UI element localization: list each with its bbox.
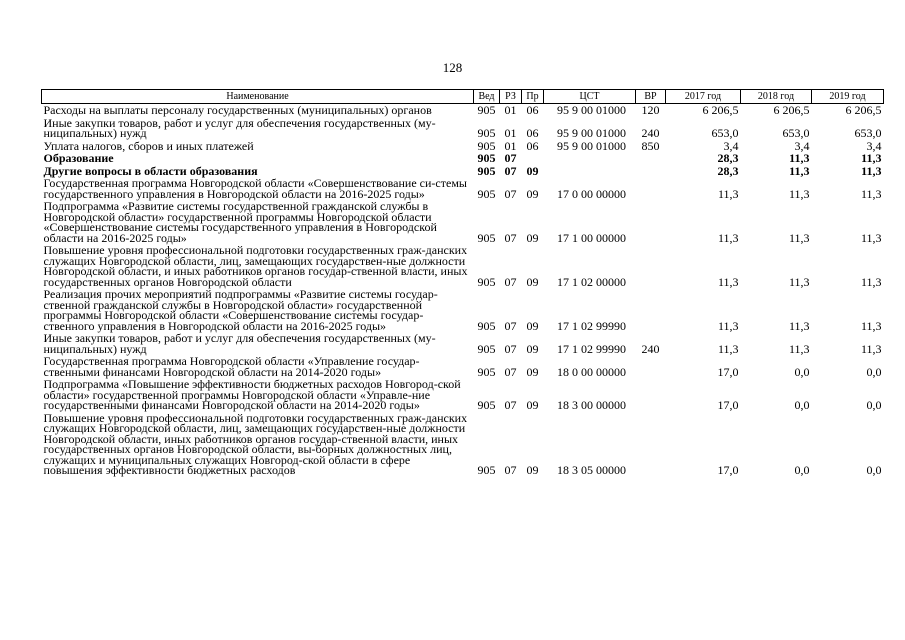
row-name: Государственная программа Новгородской области «Совершенствование си-стемы государственного управления в Новгородской области на 2016-2025 годы» (43, 176, 467, 201)
table-row (42, 140, 884, 153)
header-2017: 2017 год (666, 90, 741, 104)
row-ved: 905 (477, 138, 496, 153)
row-ved: 905 (477, 230, 496, 245)
row-2019: 6 206,5 (845, 103, 882, 117)
row-2017: 3,4 (723, 138, 739, 153)
row-pr: 06 (526, 126, 539, 140)
row-2019: 11,3 (860, 274, 882, 289)
row-rz: 07 (504, 463, 517, 477)
row-cst: 18 0 00 00000 (557, 364, 626, 379)
row-rz: 07 (504, 186, 517, 201)
header-vr: ВР (636, 90, 666, 104)
row-2018: 11,3 (788, 274, 810, 289)
row-ved: 905 (477, 151, 496, 165)
row-2018: 11,3 (789, 151, 810, 165)
row-2019: 11,3 (861, 163, 882, 178)
row-name: Повышение уровня профессиональной подготовки государственных граж-данских служащих Новгородской области, лиц, замещающих государствен-ные должности Новгородской области, и иных работников органов государ-ственной власти, иных государственных органов Новгородской области (43, 243, 468, 289)
row-name: Подпрограмма «Повышение эффективности бюджетных расходов Новгород-ской области» государственной программы Новгородской области «Управле-ние государственными финансами Новгородской области на 2014-2020 годы» (43, 377, 461, 412)
table-row (42, 104, 884, 117)
row-vr (636, 200, 666, 244)
row-cst (544, 165, 636, 178)
row-rz: 07 (504, 364, 517, 379)
header-pr: Пр (522, 90, 544, 104)
row-vr (636, 165, 666, 178)
header-ved: Вед (474, 90, 500, 104)
row-2018: 11,3 (788, 318, 810, 333)
row-vr: 240 (641, 341, 660, 356)
row-2019: 653,0 (854, 126, 882, 140)
row-rz: 07 (504, 398, 517, 412)
row-cst: 18 3 00 00000 (557, 398, 626, 412)
row-2017: 11,3 (717, 318, 739, 333)
row-vr (636, 378, 666, 412)
header-cst: ЦСТ (544, 90, 636, 104)
row-vr (636, 412, 666, 477)
table-row (42, 378, 884, 412)
row-cst: 18 3 05 00000 (557, 463, 626, 477)
row-2018: 0,0 (794, 364, 810, 379)
row-name: Реализация прочих мероприятий подпрограммы «Развитие системы государ-ственной гражданской службы в Новгородской области» государственной программы Новгородской области «Совершенствование системы государ-ственного управления в Новгородской области на 2016-2025 годы» (43, 287, 438, 333)
row-ved: 905 (477, 364, 496, 379)
row-ved: 905 (477, 126, 496, 140)
row-2019: 0,0 (866, 398, 882, 412)
row-vr: 850 (641, 138, 660, 153)
row-vr: 120 (641, 103, 660, 117)
row-vr (636, 288, 666, 332)
row-ved: 905 (477, 341, 496, 356)
table-row (42, 200, 884, 244)
row-pr: 09 (526, 230, 539, 245)
row-rz: 07 (504, 318, 517, 333)
header-name: Наименование (42, 90, 474, 104)
row-2019: 11,3 (860, 318, 882, 333)
row-vr (636, 244, 666, 288)
row-ved: 905 (477, 274, 496, 289)
row-2017: 28,3 (717, 163, 739, 178)
row-cst: 17 0 00 00000 (557, 186, 626, 201)
row-2018: 0,0 (794, 398, 810, 412)
row-pr: 09 (526, 364, 539, 379)
row-rz: 07 (504, 341, 517, 356)
table-row (42, 152, 884, 165)
row-pr: 09 (526, 163, 539, 178)
row-2018: 11,3 (788, 186, 810, 201)
row-ved: 905 (477, 318, 496, 333)
row-cst: 17 1 02 99990 (557, 318, 626, 333)
row-2019: 11,3 (860, 230, 882, 245)
row-2017: 6 206,5 (702, 103, 739, 117)
row-name: Расходы на выплаты персоналу государственных (муниципальных) органов (43, 103, 432, 117)
row-ved: 905 (477, 398, 496, 412)
row-ved: 905 (477, 463, 496, 477)
budget-table (41, 89, 884, 477)
row-2019: 0,0 (866, 364, 882, 379)
row-name: Повышение уровня профессиональной подготовки государственных граж-данских служащих Новгородской области, лиц, замещающих государствен-ные должности Новгородской области, иных работников органов государ-ственной власти, иных государственных органов Новгородской области, вы-борных должностных лиц, служащих и муниципальных служащих Новгород-ской области в сфере повышения эффективности бюджетных расходов (43, 410, 468, 477)
table-body (42, 104, 884, 477)
row-pr: 09 (526, 463, 539, 477)
row-2017: 11,3 (717, 341, 739, 356)
row-pr: 06 (526, 138, 539, 153)
row-2018: 6 206,5 (773, 103, 810, 117)
row-pr (522, 152, 544, 165)
row-pr: 09 (526, 341, 539, 356)
row-vr (636, 152, 666, 165)
row-pr: 09 (526, 186, 539, 201)
row-vr (636, 177, 666, 200)
table-row (42, 177, 884, 200)
row-ved: 905 (477, 103, 496, 117)
row-2017: 653,0 (711, 126, 739, 140)
table-row (42, 412, 884, 477)
row-2019: 11,3 (860, 341, 882, 356)
row-pr: 09 (526, 274, 539, 289)
table-row (42, 288, 884, 332)
row-2019: 3,4 (866, 138, 882, 153)
row-pr: 06 (526, 103, 539, 117)
row-name: Подпрограмма «Развитие системы государственной гражданской службы в Новгородской области» государственной программы Новгородской области «Совершенствование системы государственного управления в Новгородской области на 2016-2025 годы» (43, 199, 437, 245)
row-2017: 11,3 (717, 230, 739, 245)
table-row (42, 244, 884, 288)
row-ved: 905 (477, 186, 496, 201)
row-2019: 0,0 (866, 463, 882, 477)
row-rz: 01 (504, 138, 517, 153)
row-rz: 01 (504, 103, 517, 117)
row-cst: 17 1 00 00000 (557, 230, 626, 245)
row-name: Уплата налогов, сборов и иных платежей (43, 138, 254, 153)
table-row (42, 332, 884, 355)
row-vr: 240 (641, 126, 660, 140)
row-vr (636, 355, 666, 378)
row-2018: 11,3 (789, 163, 810, 178)
row-pr: 09 (526, 318, 539, 333)
row-2017: 28,3 (717, 151, 739, 165)
row-2019: 11,3 (861, 151, 882, 165)
row-name: Иные закупки товаров, работ и услуг для обеспечения государственных (му-ниципальных) нужд (43, 331, 436, 356)
row-2018: 0,0 (794, 463, 810, 477)
row-name: Другие вопросы в области образования (43, 163, 258, 178)
header-rz: РЗ (500, 90, 522, 104)
table-header (42, 90, 884, 104)
table-row (42, 355, 884, 378)
row-2018: 11,3 (788, 341, 810, 356)
row-2018: 653,0 (782, 126, 810, 140)
row-2018: 11,3 (788, 230, 810, 245)
row-2017: 17,0 (717, 398, 739, 412)
table-row (42, 117, 884, 140)
row-rz: 07 (504, 274, 517, 289)
row-cst (544, 152, 636, 165)
row-rz: 07 (504, 151, 517, 165)
row-cst: 95 9 00 01000 (557, 126, 626, 140)
row-2017: 17,0 (717, 463, 739, 477)
row-2018: 3,4 (794, 138, 810, 153)
row-name: Иные закупки товаров, работ и услуг для обеспечения государственных (му-ниципальных) нужд (43, 115, 436, 140)
header-2019: 2019 год (812, 90, 884, 104)
row-pr: 09 (526, 398, 539, 412)
row-2017: 11,3 (717, 186, 739, 201)
row-cst: 95 9 00 01000 (557, 103, 626, 117)
row-2017: 17,0 (717, 364, 739, 379)
row-ved: 905 (477, 163, 496, 178)
row-rz: 07 (504, 163, 517, 178)
row-name: Образование (43, 151, 114, 165)
header-2018: 2018 год (741, 90, 812, 104)
page-number: 128 (442, 60, 463, 75)
row-name: Государственная программа Новгородской области «Управление государ-ственными финансами Новгородской области на 2014-2020 годы» (43, 354, 420, 379)
row-rz: 07 (504, 230, 517, 245)
row-cst: 17 1 02 99990 (557, 341, 626, 356)
row-2017: 11,3 (717, 274, 739, 289)
row-2019: 11,3 (860, 186, 882, 201)
row-cst: 95 9 00 01000 (557, 138, 626, 153)
row-cst: 17 1 02 00000 (557, 274, 626, 289)
row-rz: 01 (504, 126, 517, 140)
